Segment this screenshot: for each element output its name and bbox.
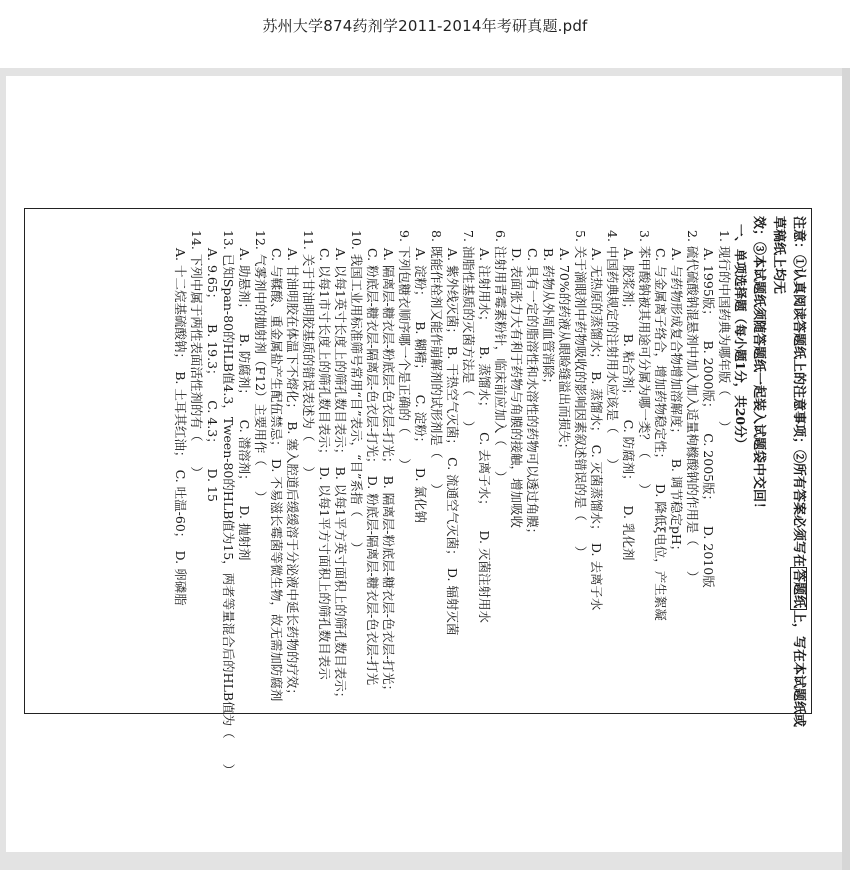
option-line: A. 1995版； B. 2000版； C. 2005版； D. 2010版	[701, 248, 716, 588]
document-title: 苏州大学874药剂学2011-2014年考研真题.pdf	[262, 16, 588, 35]
notice-part1: 注意：①认真阅读答题纸上的注意事项；②所有答案必须写在	[791, 216, 806, 568]
question-line: 11. 关于甘油明胶基质的错误表述为（ ）	[301, 230, 316, 479]
notice-line	[768, 216, 808, 730]
option-line: A. 70%的药液从眼睑缝溢出而损失；	[557, 248, 572, 456]
option-line: C. 具有一定的脂溶性和水溶性的药物可以透过角膜；	[525, 248, 540, 541]
document-viewer[interactable]	[0, 68, 850, 870]
option-line: D. 表面张力大有利于药物与角膜的接触，增加吸收	[509, 248, 524, 529]
option-line: B. 药物从外周血管消除；	[541, 248, 556, 391]
question-line: 7. 油脂性基质的灭菌方法是（ ）	[461, 230, 476, 434]
option-line: A. 十二烷基硫酸钠； B. 土耳其红油； C. 吐温-60； D. 卵磷脂	[173, 248, 188, 606]
option-line: C. 与鞣酸、重金属盐产生配伍禁忌； D. 不易滋长霉菌等微生物，故无需加防腐剂	[269, 248, 284, 702]
option-line: A. 紫外线灭菌； B. 干热空气灭菌； C. 流通空气灭菌； D. 辐射灭菌	[445, 248, 460, 636]
pdf-page	[6, 76, 842, 852]
question-line: 1. 现行的中国药典为哪年版（ ）	[717, 230, 732, 434]
option-line: A. 甘油明胶在体温下不熔化； B. 塞入腔道后缓缓溶于分泌液中延长药物的疗效；	[285, 248, 300, 701]
rotated-scan-text	[18, 210, 808, 777]
question-line: 8. 既能作栓剂又能作崩解剂的试形剂是（ ）	[429, 230, 444, 496]
question-line: 3. 苯甲酸钠被其用途可分属为哪一类？（ ）	[637, 230, 652, 496]
question-list	[172, 210, 732, 777]
question-line: 4. 中国药典规定的注射用水应该是（ ）	[605, 230, 620, 471]
question-line: 9. 下列包糖衣顺序哪一个是正确的（ ）	[397, 230, 412, 471]
option-line: C. 与金属离子络合，增加药物稳定性； D. 降低ξ电位，产生絮凝	[653, 248, 668, 621]
option-line: A. 以每1英寸长度上的筛孔数目表示； B. 以每1平方英寸面积上的筛孔数目表示；	[333, 248, 348, 705]
option-line: A. 助悬剂； B. 防腐剂； C. 潜溶剂； D. 抛射剂	[237, 248, 252, 561]
question-line: 12. 气雾剂中的抛射剂（F12）主要用作（ ）	[253, 230, 268, 504]
viewer-header	[0, 0, 850, 68]
option-line: A. 隔离层-糖衣层-粉底层-色衣层-打光； B. 隔离层-粉底层-糖衣层-色衣层-打光；	[381, 248, 396, 698]
question-line: 6. 注射用青霉素粉针，临床前应加入（ ）	[493, 230, 508, 484]
question-line: 2. 硫代硫酸钠混悬剂中加入加入适量枸橼酸钠的作用是（ ）	[685, 230, 700, 584]
option-line: C. 以每1市寸长度上的筛孔数目表示； D. 以每1平方寸面积上的筛孔数目表示	[317, 248, 332, 680]
option-line: A. 淀粉； B. 糊精； C. 淀粉； D. 氯化钠	[413, 248, 428, 523]
notice-boxed-word: 答题纸	[791, 569, 806, 609]
notice-line-2: 效；③本试题纸须随答题纸一起装入试题袋中交回！	[751, 216, 766, 516]
question-line: 14. 下列中属于两性表面活性剂的有（ ）	[189, 230, 204, 479]
option-line: A. 注射用水； B. 蒸馏水； C. 去离子水； D. 灭菌注射用水	[477, 248, 492, 623]
option-line: A. 无热原的蒸馏水； B. 蒸馏水； C. 灭菌蒸馏水； D. 去离子水	[589, 248, 604, 611]
option-line: A. 与药物形成复合物增加溶解度； B. 调节稳定pH；	[669, 248, 684, 558]
notice-part2: 上，写在本试题纸或草稿纸上均无	[771, 216, 806, 728]
option-line: C. 粉底层-糖衣层-隔离层-色衣层-打光； D. 粉底层-隔离层-糖衣层-色衣层-打光	[365, 248, 380, 686]
scrollbar[interactable]	[842, 68, 850, 870]
question-line: 5. 关于滴眼剂中药物吸收的影响因素叙述错误的是（ ）	[573, 230, 588, 559]
question-line: 13. 已知Span-80的HLB值4.3，Tween-80的HLB值为15，两者等量混合后的HLB值为（ ）	[221, 230, 236, 777]
question-line: 10. 我国工业用标准筛号常用“目”表示，“目”系指（ ）	[349, 230, 364, 555]
section-heading: 一、单项选择题（每小题1分，共20分）	[733, 224, 748, 451]
option-line: A. 9.65； B. 19.3； C. 4.3； D. 15	[205, 248, 220, 502]
option-line: A. 胶浆剂； B. 粘合剂； C. 防腐剂； D. 乳化剂	[621, 248, 636, 561]
